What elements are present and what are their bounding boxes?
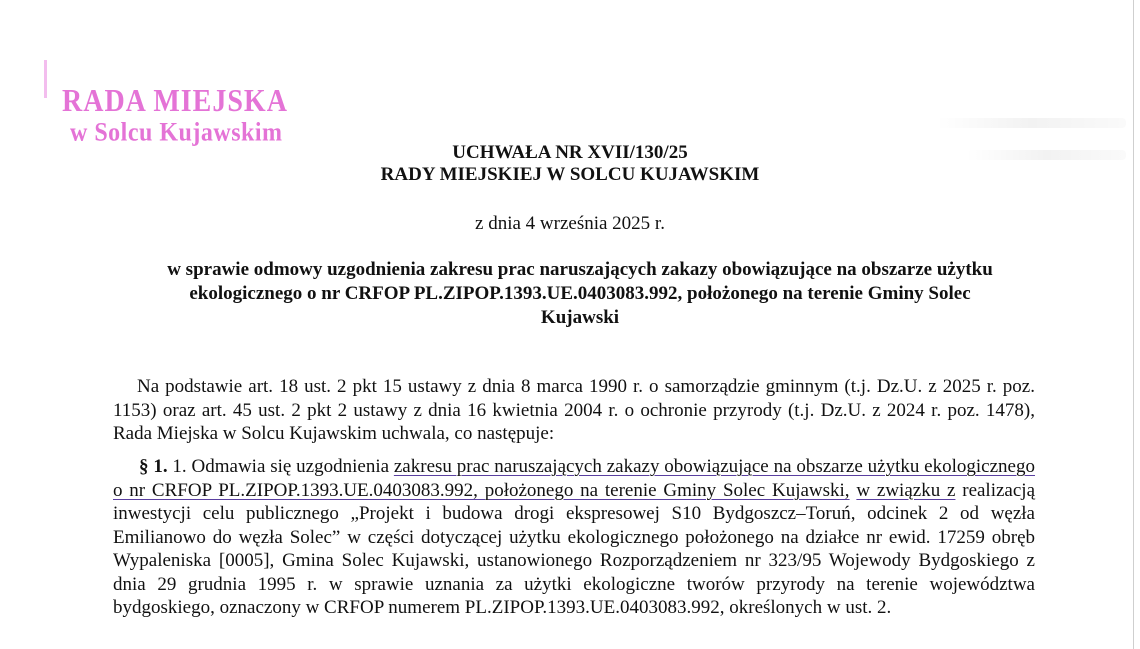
subject-line: Kujawski <box>540 307 620 328</box>
council-stamp <box>62 84 288 146</box>
subject-line: w sprawie odmowy uzgodnienia zakresu prac naruszających zakazy obowiązujące na obszarze użytku <box>167 259 993 280</box>
section-lead-text: 1. Odmawia się uzgodnienia <box>167 456 394 477</box>
section-body-text: realizacją inwestycji celu publicznego „Projekt i budowa drogi ekspresowej S10 Bydgoszcz–Toruń, odcinek 2 od węzła Emilianowo do węzła Solec” w części dotyczącej użytku ekologicznego położonego na działce nr ewid. 17259 obręb Wypaleniska [0005], Gmina Solec Kujawski, ustanowionego Rozporządzeniem nr 323/95 Wojewody Bydgoskiego z dnia 29 grudnia 1995 r. w sprawie uznania za użytki ekologiczne tworów przyrody na terenie województwa bydgoskiego, oznaczony w CRFOP numerem PL.ZIPOP.1393.UE.0403083.992, określonych w ust. 2. <box>113 479 1036 618</box>
resolution-subject <box>120 258 1040 330</box>
underlined-text: w związku z <box>856 479 956 501</box>
section-1-paragraph <box>113 455 1035 620</box>
stamp-ink-mark <box>44 60 47 98</box>
resolution-title: UCHWAŁA NR XVII/130/25 <box>452 142 688 163</box>
subject-line: ekologicznego o nr CRFOP PL.ZIPOP.1393.UE.0403083.992, położonego na terenie Gminy Solec <box>189 283 971 304</box>
stamp-line-1: RADA MIEJSKA <box>62 84 288 119</box>
resolution-date: z dnia 4 września 2025 r. <box>475 213 665 234</box>
bleed-through-mark <box>936 118 1126 128</box>
resolution-issuer: RADY MIEJSKIEJ W SOLCU KUJAWSKIM <box>380 164 760 185</box>
section-marker: § 1. <box>139 456 168 477</box>
page-edge <box>1133 0 1134 649</box>
stamp-line-2: w Solcu Kujawskim <box>70 118 283 148</box>
preamble-paragraph: Na podstawie art. 18 ust. 2 pkt 15 ustawy z dnia 8 marca 1990 r. o samorządzie gminnym (t.j. Dz.U. z 2025 r. poz. 1153) oraz art. 45 ust. 2 pkt 2 ustawy z dnia 16 kwietnia 2004 r. o ochronie przyrody (t.j. Dz.U. z 2024 r. poz. 1478), Rada Miejska w Solcu Kujawskim uchwala, co następuje: <box>113 376 1035 444</box>
underlined-text: zakresu prac naruszających zakazy obowiązujące na obszarze użytku ekologicznego o nr CRFOP PL.ZIPOP.1393.UE.0403083.992, położonego na terenie Gminy Solec Kujawski, <box>113 456 1035 501</box>
